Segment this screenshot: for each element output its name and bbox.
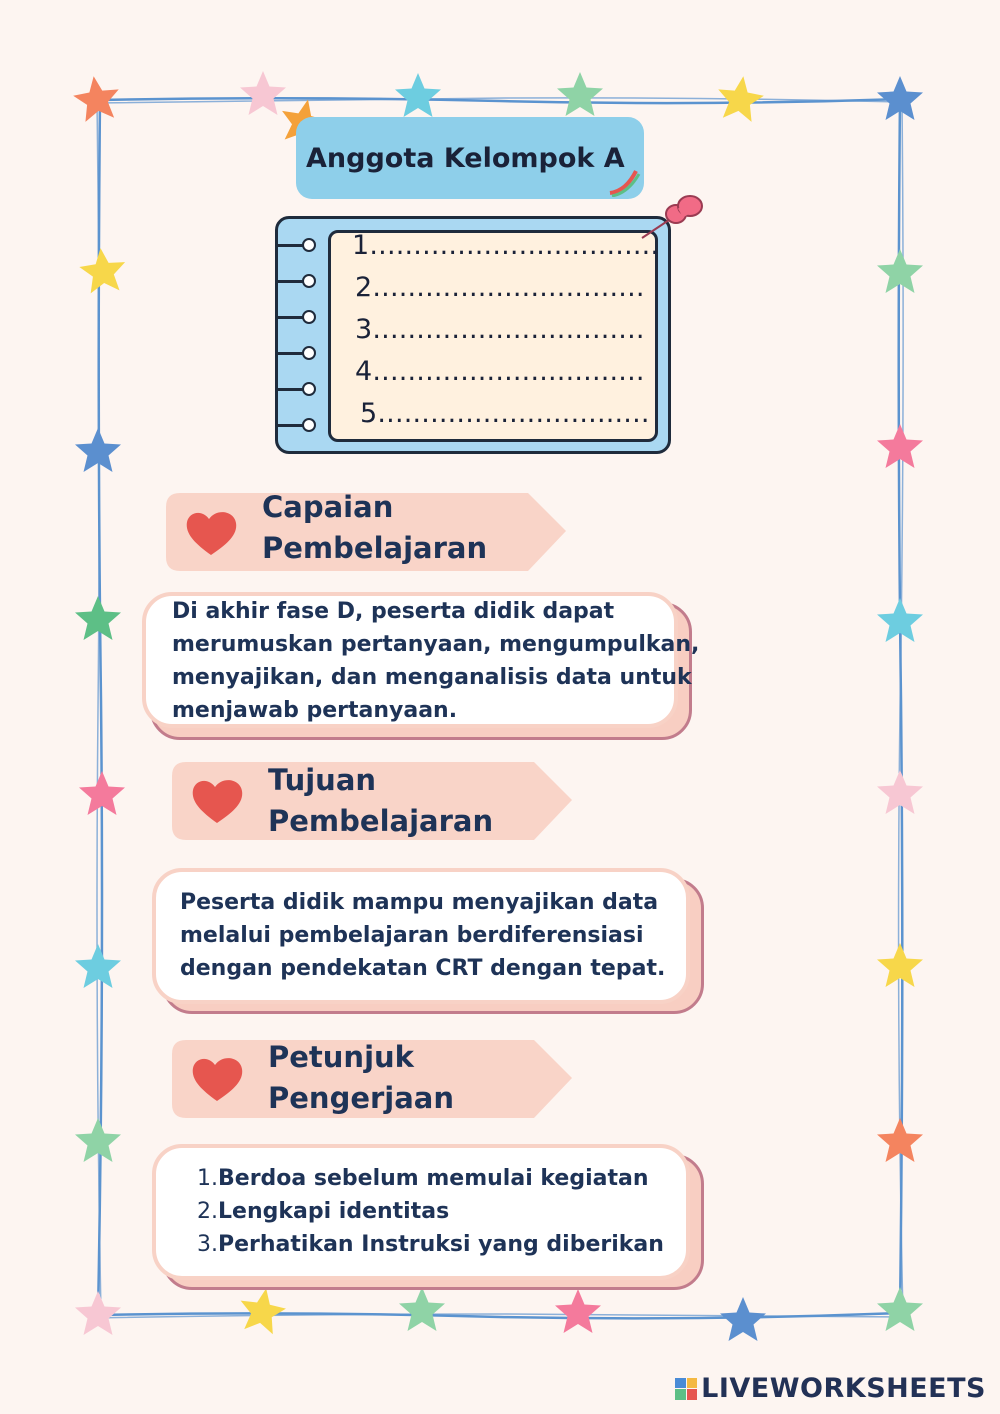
- list-number: 2.: [197, 1199, 218, 1224]
- ribbon-icon: [608, 167, 642, 197]
- member-line-5[interactable]: 5...............................: [360, 398, 650, 429]
- page-title: Anggota Kelompok A: [306, 143, 625, 174]
- capaian-text-line-3: menyajikan, dan menganalisis data untuk: [172, 665, 692, 690]
- section-heading-petunjuk-line1: Petunjuk: [268, 1040, 414, 1074]
- liveworksheets-brand: [675, 1373, 986, 1404]
- capaian-text-line-2: merumuskan pertanyaan, mengumpulkan,: [172, 632, 700, 657]
- list-item: [196, 1195, 664, 1228]
- list-item: [196, 1228, 664, 1261]
- heart-icon: [190, 1055, 244, 1103]
- list-text: Berdoa sebelum memulai kegiatan: [218, 1166, 649, 1191]
- tujuan-text-line-3: dengan pendekatan CRT dengan tepat.: [180, 956, 666, 981]
- capaian-text-line-4: menjawab pertanyaan.: [172, 698, 458, 723]
- list-number: 1.: [197, 1166, 218, 1191]
- list-text: Perhatikan Instruksi yang diberikan: [218, 1232, 664, 1257]
- group-title-box: [296, 117, 644, 199]
- list-text: Lengkapi identitas: [218, 1199, 450, 1224]
- tujuan-text-line-1: Peserta didik mampu menyajikan data: [180, 890, 659, 915]
- list-number: 3.: [197, 1232, 218, 1257]
- section-heading-petunjuk-line2: Pengerjaan: [268, 1081, 455, 1115]
- list-item: [196, 1162, 664, 1195]
- pushpin-icon: [638, 192, 708, 242]
- member-line-1[interactable]: 1.................................: [352, 230, 660, 261]
- liveworksheets-logo-icon: [675, 1378, 697, 1400]
- section-heading-capaian-line2: Pembelajaran: [262, 531, 488, 565]
- brand-text: LIVEWORKSHEETS: [701, 1373, 986, 1404]
- heart-icon: [190, 777, 244, 825]
- member-line-4[interactable]: 4...............................: [355, 356, 645, 387]
- member-line-3[interactable]: 3...............................: [355, 314, 645, 345]
- member-line-2[interactable]: 2...............................: [355, 272, 645, 303]
- tujuan-text-line-2: melalui pembelajaran berdiferensiasi: [180, 923, 644, 948]
- heart-icon: [184, 509, 238, 557]
- section-heading-tujuan-line2: Pembelajaran: [268, 804, 494, 838]
- section-heading-tujuan-line1: Tujuan: [268, 763, 377, 797]
- capaian-text-line-1: Di akhir fase D, peserta didik dapat: [172, 599, 615, 624]
- section-heading-capaian-line1: Capaian: [262, 490, 394, 524]
